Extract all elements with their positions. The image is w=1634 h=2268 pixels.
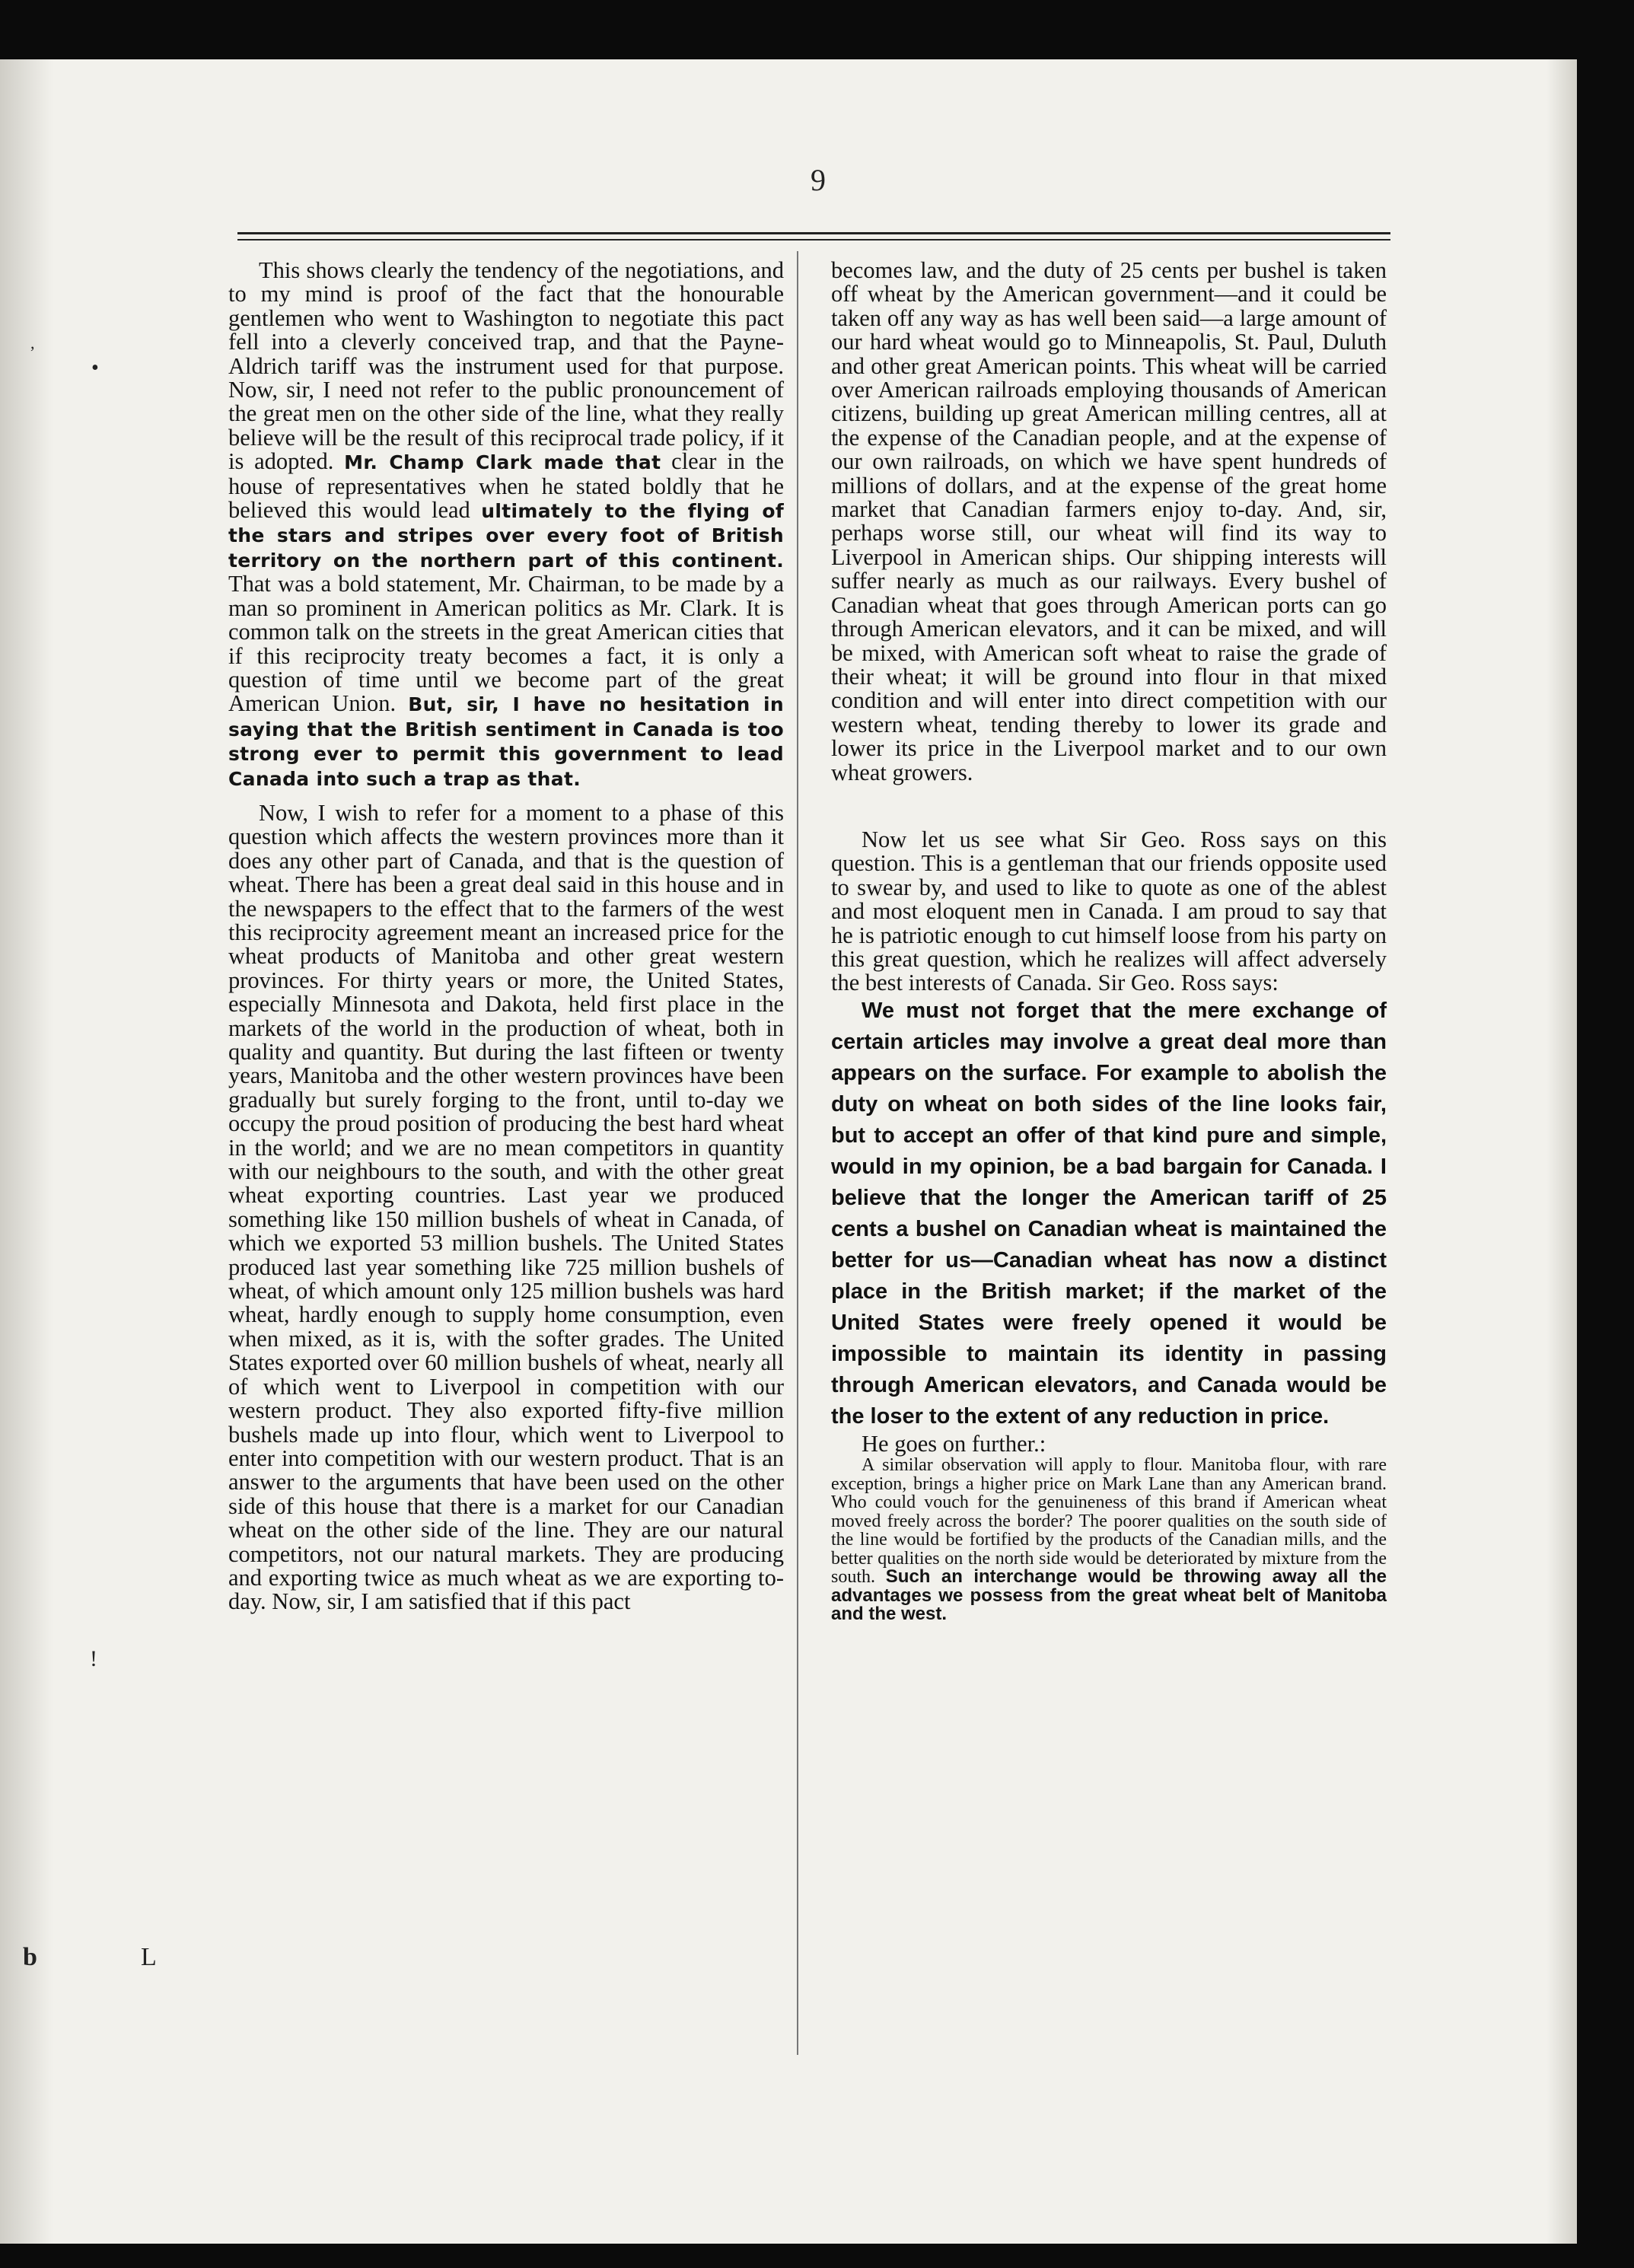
paragraph: He goes on further.: — [862, 1430, 1046, 1457]
paragraph: Now let us see what Sir Geo. Ross says on this question. This is a gentleman that our friends opposite used to swear by, and used to like to quote as one of the ablest and most eloquent men in Canada. I am proud to say that he is patriotic enough to cut himself loose from his party on this great question, which he realizes will affect adversely the best interests of Canada. Sir Geo. Ross says: — [831, 826, 1387, 996]
margin-mark: , — [30, 333, 35, 352]
page-edge-shadow — [1546, 59, 1577, 2244]
page-number: 9 — [811, 163, 826, 197]
paragraph-text: This shows clearly the tendency of the negotiations, and to my mind is proof of the fact that the honourable gentlemen who went to Washington to negotiate this pact fell into a cleverly conceived trap, and that the Payne-Aldrich tariff was the instrument used for that purpose. Now, sir, I need not refer to the public pronouncement of the great men on the other side of the line, what they really believe will be the result of this reciprocal trade policy, if it is adopted. — [228, 257, 784, 475]
paragraph-text: clear in the house of representatives when he stated boldly that he believed this would lead — [228, 448, 785, 524]
spacer — [831, 785, 1387, 819]
margin-mark: ! — [90, 1646, 97, 1671]
small-quote-bold: Such an interchange would be throwing away all the advantages we possess from the great wheat belt of Manitoba and the west. — [831, 1566, 1387, 1625]
paragraph: becomes law, and the duty of 25 cents per bushel is taken off wheat by the American government—and it could be taken off any way as has well been said—a large amount of our hard wheat would go to Minneapolis, St. Paul, Duluth and other great American points. This wheat will be carried over American railroads employing thousands of American citizens, building up great American milling centres, all at the expense of the Canadian people, and at the expense of our own railroads, on which we have spent hundreds of millions of dollars, and at the expense of the great home market that Canadian farmers enjoy to-day. And, sir, perhaps worse still, our wheat will find its way to Liverpool in American ships. Our shipping interests will suffer nearly as much as our railways. Every bushel of Canadian wheat that goes through American ports can go through American elevators, and it can be mixed, and will be mixed, with American soft wheat to raise the grade of their wheat; it will be ground into flour in that mixed condition and will enter into direct competition with our western wheat, tending thereby to lower its grade and lower its price in the Liverpool market and to our own wheat growers. — [831, 257, 1387, 785]
small-quote — [831, 1456, 1387, 1624]
column-divider — [797, 251, 798, 2055]
block-quote: We must not forget that the mere exchange of certain articles may involve a great deal more than appears on the surface. For example to abolish the duty on wheat on both sides of the line looks fair, but to accept an offer of that kind pure and simple, would in my opinion, be a bad bargain for Canada. I believe that the longer the American tariff of 25 cents a bushel on Canadian wheat is maintained the better for us—Canadian wheat has now a distinct place in the British market; if the market of the United States were freely opened it would be impossible to maintain its identity in passing through American elevators, and Canada would be the loser to the extent of any reduction in price. — [831, 998, 1387, 1429]
small-quote-text: A similar observation will apply to flour. Manitoba flour, with rare exception, brings a higher price on Mark Lane than any American brand. Who could vouch for the genuineness of this brand if American wheat moved freely across the border? The poorer qualities on the south side of the line would be fortified by the products of the Canadian mills, and the better qualities on the north side would be deteriorated by mixture from the south. — [831, 1455, 1387, 1588]
binding-shadow — [0, 59, 53, 2244]
right-column — [831, 259, 1387, 1624]
left-column — [228, 259, 784, 1614]
header-rule-thin — [237, 239, 1390, 240]
paragraph: Now, I wish to refer for a moment to a phase of this question which affects the western provinces more than it does any other part of Canada, and that is the question of wheat. There has been a great deal said in this house and in the newspapers to the effect that to the farmers of the west this reciprocity agreement meant an increased price for the wheat products of Manitoba and other great western provinces. For thirty years or more, the United States, especially Minnesota and Dakota, held first place in the markets of the world in the production of wheat, both in quality and quantity. But during the last fifteen or twenty years, Manitoba and the other western provinces have been gradually but surely forging to the front, until to-day we occupy the proud position of producing the best hard wheat in the world; and we are no mean competitors in quantity with our neighbours to the south, and with the other great wheat exporting countries. Last year we produced something like 150 million bushels of wheat in Canada, of which we exported 53 million bushels. The United States produced last year something like 725 million bushels of wheat, of which amount only 125 million bushels was hard wheat, hardly enough to supply home consumption, even when mixed, as it is, with the softer grades. The United States exported over 60 million bushels of wheat, nearly all of which went to Liverpool in competition with our western product. They also exported fifty-five million bushels made up into flour, which went to Liverpool to enter into competition with our western product. That is an answer to the arguments that have been used on the other side of this house that there is a market for our Canadian wheat on the other side of the line. They are our natural competitors, not our natural markets. They are producing and exporting twice as much wheat as we are exporting to-day. Now, sir, I am satisfied that if this pact — [228, 799, 784, 1615]
bold-text: But, sir, I have no hesitation in saying that the British sentiment in Canada is too strong ever to permit this government to lead Canada into such a trap as that. — [228, 693, 785, 790]
paragraph-text: That was a bold statement, Mr. Chairman, to be made by a man so prominent in American politics as Mr. Clark. It is common talk on the streets in the great American cities that if this reciprocity treaty becomes a fact, it is only a question of time until we become part of the great American Union. — [228, 571, 784, 717]
bold-text: Mr. Champ Clark made that — [344, 451, 661, 474]
bold-text: ultimately to the flying of the stars and stripes over every foot of British territory on the northern part of this continent. — [228, 500, 784, 572]
margin-mark: L — [141, 1943, 157, 1971]
margin-mark: • — [91, 356, 99, 380]
margin-mark: b — [23, 1943, 37, 1971]
paragraph — [228, 259, 784, 791]
document-page — [0, 59, 1577, 2244]
header-rule-thick — [237, 232, 1390, 234]
